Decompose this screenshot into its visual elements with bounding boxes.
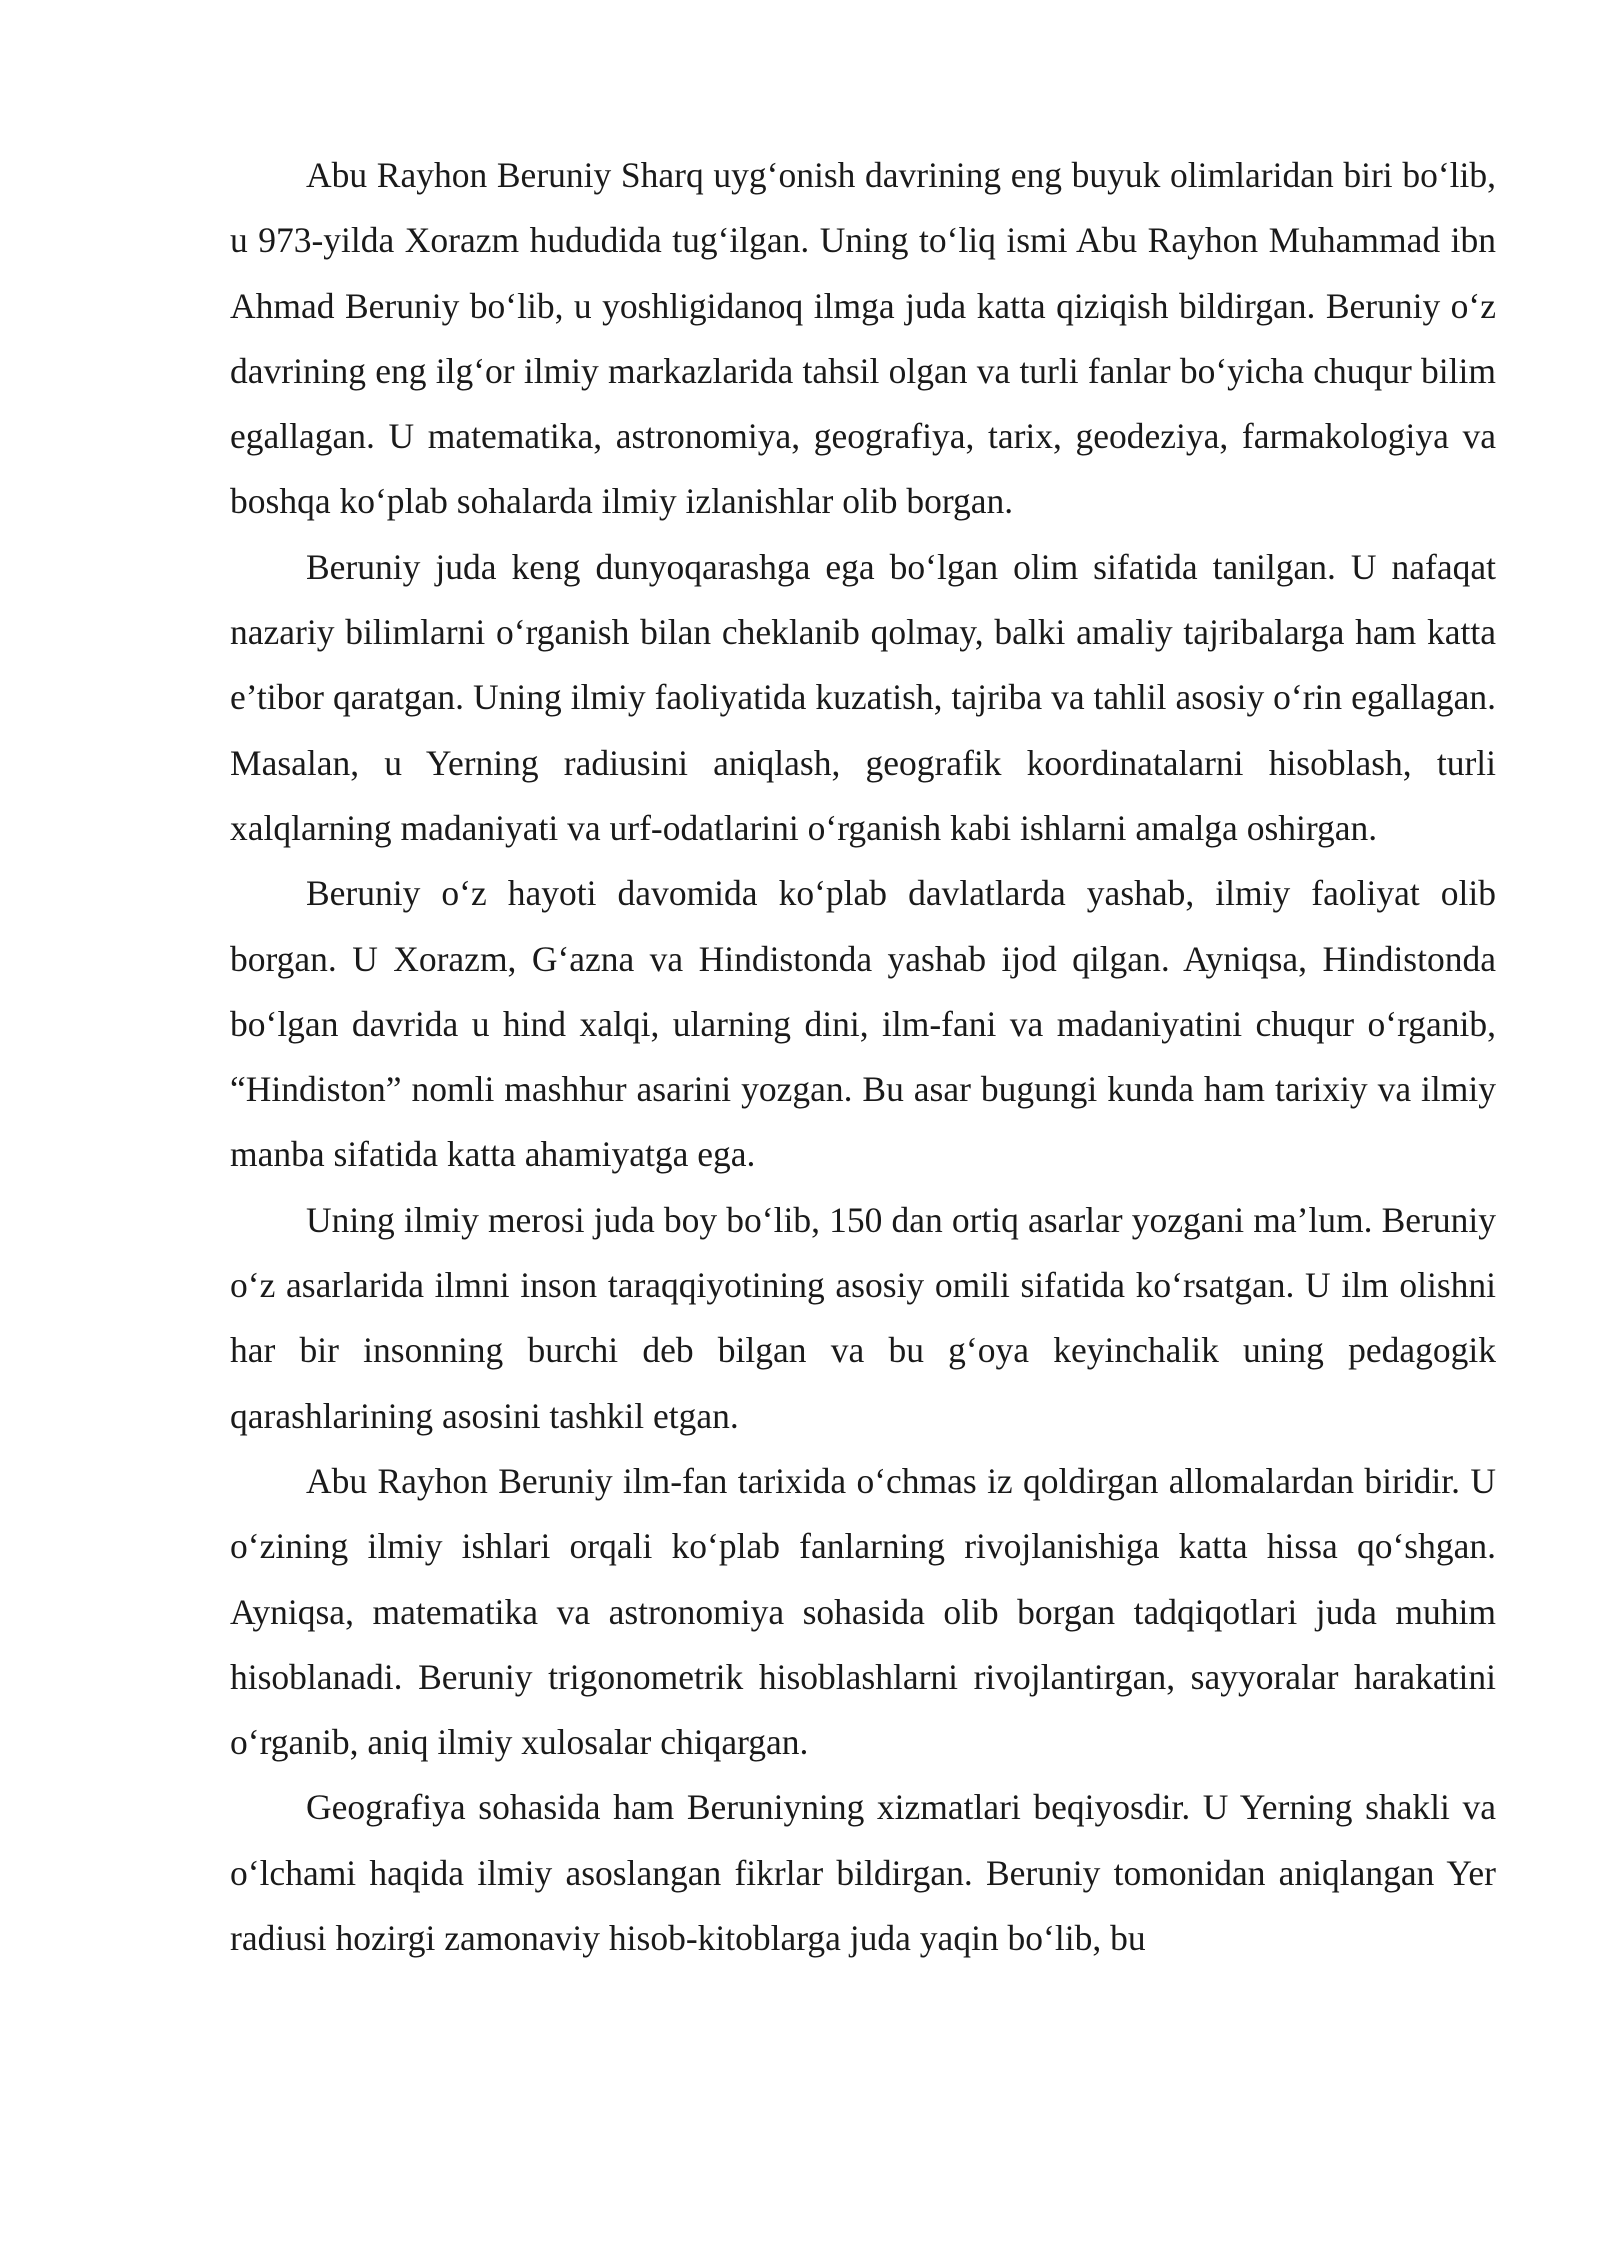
paragraph-5: Abu Rayhon Beruniy ilm-fan tarixida o‘chmas iz qoldirgan allomalardan biridir. U o‘zining ilmiy ishlari orqali ko‘plab fanlarning rivojlanishiga katta hissa qo‘shgan. Ayniqsa, matematika va astronomiya sohasida olib borgan tadqiqotlari juda muhim hisoblanadi. Beruniy trigonometrik hisoblashlarni rivojlantirgan, sayyoralar harakatini o‘rganib, aniq ilmiy xulosalar chiqargan. bbox=[230, 1460, 1496, 1763]
paragraph-6: Geografiya sohasida ham Beruniyning xizmatlari beqiyosdir. U Yerning shakli va o‘lchami haqida ilmiy asoslangan fikrlar bildirgan. Beruniy tomonidan aniqlangan Yer radiusi hozirgi zamonaviy hisob-kitoblarga juda yaqin bo‘lib, bu bbox=[230, 1787, 1496, 1959]
document-page bbox=[230, 143, 1496, 1971]
paragraph-4: Uning ilmiy merosi juda boy bo‘lib, 150 dan ortiq asarlar yozgani ma’lum. Beruniy o‘z asarlarida ilmni inson taraqqiyotining asosiy omili sifatida ko‘rsatgan. U ilm olishni har bir insonning burchi deb bilgan va bu g‘oya keyinchalik uning pedagogik qarashlarining asosini tashkil etgan. bbox=[230, 1199, 1496, 1436]
paragraph-2: Beruniy juda keng dunyoqarashga ega bo‘lgan olim sifatida tanilgan. U nafaqat nazariy bilimlarni o‘rganish bilan cheklanib qolmay, balki amaliy tajribalarga ham katta e’tibor qaratgan. Uning ilmiy faoliyatida kuzatish, tajriba va tahlil asosiy o‘rin egallagan. Masalan, u Yerning radiusini aniqlash, geografik koordinatalarni hisoblash, turli xalqlarning madaniyati va urf-odatlarini o‘rganish kabi ishlarni amalga oshirgan. bbox=[230, 546, 1496, 848]
paragraph-1: Abu Rayhon Beruniy Sharq uyg‘onish davrining eng buyuk olimlaridan biri bo‘lib, u 973-yilda Xorazm hududida tug‘ilgan. Uning to‘liq ismi Abu Rayhon Muhammad ibn Ahmad Beruniy bo‘lib, u yoshligidanoq ilmga juda katta qiziqish bildirgan. Beruniy o‘z davrining eng ilg‘or ilmiy markazlarida tahsil olgan va turli fanlar bo‘yicha chuqur bilim egallagan. U matematika, astronomiya, geografiya, tarix, geodeziya, farmakologiya va boshqa ko‘plab sohalarda ilmiy izlanishlar olib borgan. bbox=[230, 155, 1496, 522]
paragraph-3: Beruniy o‘z hayoti davomida ko‘plab davlatlarda yashab, ilmiy faoliyat olib borgan. U Xorazm, G‘azna va Hindistonda yashab ijod qilgan. Ayniqsa, Hindistonda bo‘lgan davrida u hind xalqi, ularning dini, ilm-fani va madaniyatini chuqur o‘rganib, “Hindiston” nomli mashhur asarini yozgan. Bu asar bugungi kunda ham tarixiy va ilmiy manba sifatida katta ahamiyatga ega. bbox=[230, 873, 1496, 1175]
